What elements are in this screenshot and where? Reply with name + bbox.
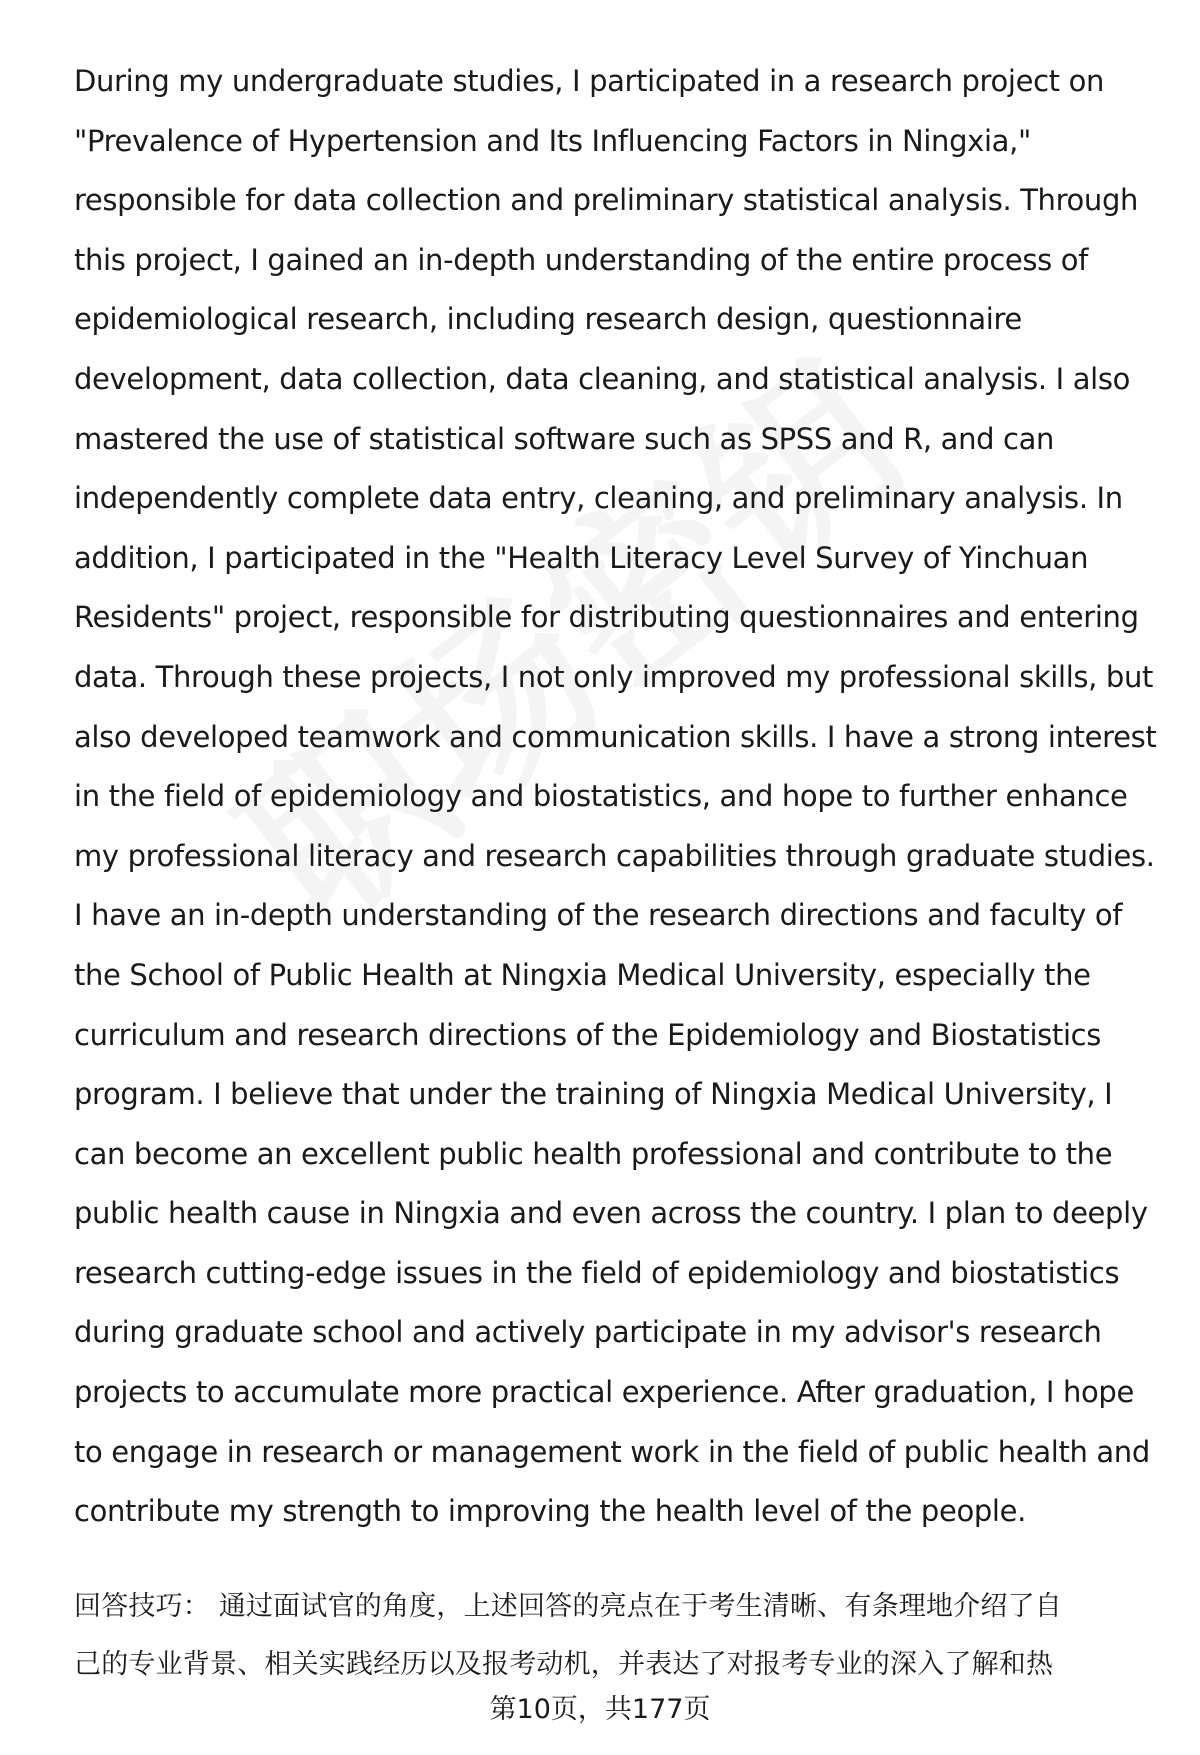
tips-line: 回答技巧： 通过面试官的角度，上述回答的亮点在于考生清晰、有条理地介绍了自 (74, 1591, 1062, 1622)
paragraph-line: development, data collection, data cleaning, and statistical analysis. I also (74, 361, 1131, 396)
paragraph-line: my professional literacy and research capabilities through graduate studies. (74, 838, 1155, 873)
paragraph-line: curriculum and research directions of the Epidemiology and Biostatistics (74, 1017, 1102, 1052)
tips-line: 己的专业背景、相关实践经历以及报考动机，并表达了对报考专业的深入了解和热 (74, 1649, 1054, 1680)
paragraph-line: to engage in research or management work in the field of public health and (74, 1434, 1150, 1469)
paragraph-line: I have an in-depth understanding of the research directions and faculty of (74, 898, 1123, 933)
paragraph-line: public health cause in Ningxia and even across the country. I plan to deeply (74, 1196, 1148, 1231)
paragraph-line: "Prevalence of Hypertension and Its Influencing Factors in Ningxia," (74, 123, 1031, 158)
answer-tips (74, 1578, 1164, 1694)
paragraph-line: research cutting-edge issues in the field of epidemiology and biostatistics (74, 1255, 1120, 1290)
paragraph-line: responsible for data collection and preliminary statistical analysis. Through (74, 183, 1139, 218)
paragraph-line: epidemiological research, including research design, questionnaire (74, 302, 1022, 337)
paragraph-line: in the field of epidemiology and biostatistics, and hope to further enhance (74, 779, 1128, 814)
paragraph-line: projects to accumulate more practical experience. After graduation, I hope (74, 1375, 1134, 1410)
paragraph-line: this project, I gained an in-depth understanding of the entire process of (74, 242, 1089, 277)
answer-paragraph (74, 52, 1164, 1542)
paragraph-line: addition, I participated in the "Health Literacy Level Survey of Yinchuan (74, 540, 1089, 575)
paragraph-line: data. Through these projects, I not only improved my professional skills, but (74, 659, 1154, 694)
paragraph-line: mastered the use of statistical software such as SPSS and R, and can (74, 421, 1055, 456)
page-number: 第10页，共177页 (489, 1694, 711, 1725)
paragraph-line: during graduate school and actively participate in my advisor's research (74, 1315, 1102, 1350)
paragraph-line: During my undergraduate studies, I participated in a research project on (74, 64, 1104, 98)
paragraph-line: also developed teamwork and communication skills. I have a strong interest (74, 719, 1157, 754)
paragraph-line: can become an excellent public health professional and contribute to the (74, 1136, 1113, 1171)
paragraph-line: independently complete data entry, cleaning, and preliminary analysis. In (74, 481, 1123, 516)
paragraph-line: the School of Public Health at Ningxia Medical University, especially the (74, 957, 1091, 992)
paragraph-line: contribute my strength to improving the health level of the people. (74, 1494, 1026, 1529)
paragraph-line: Residents" project, responsible for distributing questionnaires and entering (74, 600, 1139, 635)
paragraph-line: program. I believe that under the training of Ningxia Medical University, I (74, 1077, 1113, 1112)
